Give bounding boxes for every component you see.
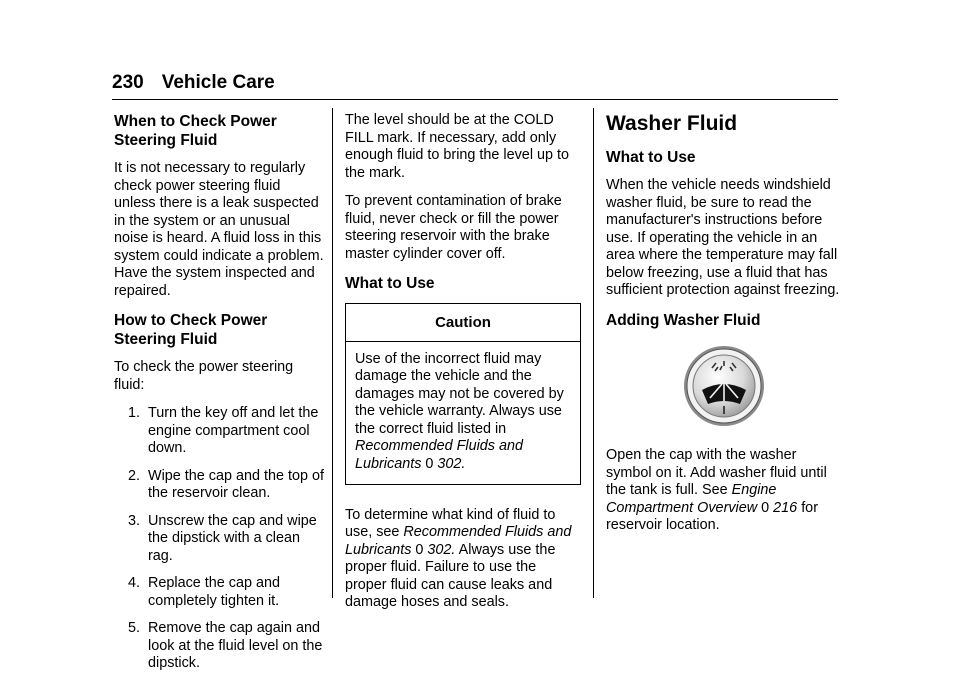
column-2 (345, 112, 581, 623)
step-text: Replace the cap and completely tighten it. (148, 575, 281, 609)
paragraph-determine-fluid: To determine what kind of fluid to use, see Recommended Fluids and Lubricants 0 302. Always use the proper fluid. Failure to use the proper fluid can cause leaks and damage hoses and seals. (345, 506, 572, 611)
caution-box (345, 303, 581, 485)
page-header (112, 72, 275, 94)
list-item: 3. Unscrew the cap and wipe the dipstick with a clean rag. (114, 513, 324, 566)
washer-symbol-icon-wrap (606, 344, 842, 434)
list-item: 5. Remove the cap again and look at the fluid level on the dipstick. (127, 620, 323, 671)
caution-page-ref[interactable]: 302. (437, 456, 466, 473)
caution-reference-link[interactable]: Recommended Fluids and Lubricants (355, 438, 523, 473)
paragraph-when-to-check: It is not necessary to regularly check power steering fluid unless there is a leak suspected in the system or an unusual noise is heard. A fluid loss in this system could indicate a problem. Have the system inspected and repaired. (114, 160, 324, 299)
paragraph-contamination: To prevent contamination of brake fluid, never check or fill the power steering reservoir with the brake master cylinder cover off. (345, 193, 562, 262)
step-text: Unscrew the cap and wipe the dipstick with a clean rag. (148, 512, 317, 564)
caution-body (346, 342, 580, 484)
section-title-washer-fluid: Washer Fluid (606, 112, 738, 135)
column-divider-1 (332, 108, 333, 598)
header-rule (112, 99, 838, 100)
page-ref-arrow: 0 (415, 541, 424, 558)
section-title: Vehicle Care (161, 72, 275, 93)
fluids-reference-link[interactable]: Recommended Fluids and Lubricants (345, 524, 572, 558)
list-item: 2. Wipe the cap and the top of the reservoir clean. (127, 467, 325, 501)
caution-text: Use of the incorrect fluid may damage the vehicle and the damages may not be covered by the vehicle warranty. Always use the correct fluid listed in (355, 350, 564, 437)
step-text: Wipe the cap and the top of the reservoir clean. (148, 467, 325, 501)
fluids-page-ref[interactable]: 302. (427, 541, 456, 558)
paragraph-level: The level should be at the COLD FILL mark. If necessary, add only enough fluid to bring the level up to the mark. (345, 112, 570, 181)
list-item: 1. Turn the key off and let the engine compartment cool down. (114, 405, 324, 458)
heading-adding-washer-fluid: Adding Washer Fluid (606, 311, 761, 329)
step-text: Turn the key off and let the engine compartment cool down. (148, 405, 319, 456)
engine-compartment-page-ref[interactable]: 216 (773, 499, 798, 516)
column-1 (114, 112, 324, 683)
page-ref-arrow: 0 (761, 499, 770, 516)
heading-how-to-check: How to Check Power Steering Fluid (114, 312, 268, 348)
column-3 (606, 112, 842, 546)
paragraph-to-check: To check the power steering fluid: (114, 359, 294, 393)
heading-what-to-use: What to Use (345, 275, 435, 292)
washer-symbol-icon (682, 344, 766, 428)
step-text: Remove the cap again and look at the fluid level on the dipstick. (148, 620, 323, 671)
page-number: 230 (112, 72, 144, 93)
heading-washer-what-to-use: What to Use (606, 149, 696, 166)
list-item: 4. Replace the cap and completely tighten it. (114, 575, 324, 610)
column-divider-2 (593, 108, 594, 598)
engine-compartment-reference-link[interactable]: Engine Compartment Overview (606, 482, 777, 516)
page-ref-arrow: 0 (425, 456, 434, 473)
steps-list (114, 405, 324, 673)
paragraph-washer-what-to-use: When the vehicle needs windshield washer fluid, be sure to read the manufacturer's instructions before use. If operating the vehicle in an area where the temperature may fall below freezing, use a fluid that has sufficient protection against freezing. (606, 177, 840, 298)
caution-title: Caution (346, 304, 580, 342)
heading-when-to-check: When to Check Power Steering Fluid (114, 113, 277, 149)
paragraph-adding-washer-fluid: Open the cap with the washer symbol on it. Add washer fluid until the tank is full. See Engine Compartment Overview 0 216 for reservoir location. (606, 447, 827, 533)
